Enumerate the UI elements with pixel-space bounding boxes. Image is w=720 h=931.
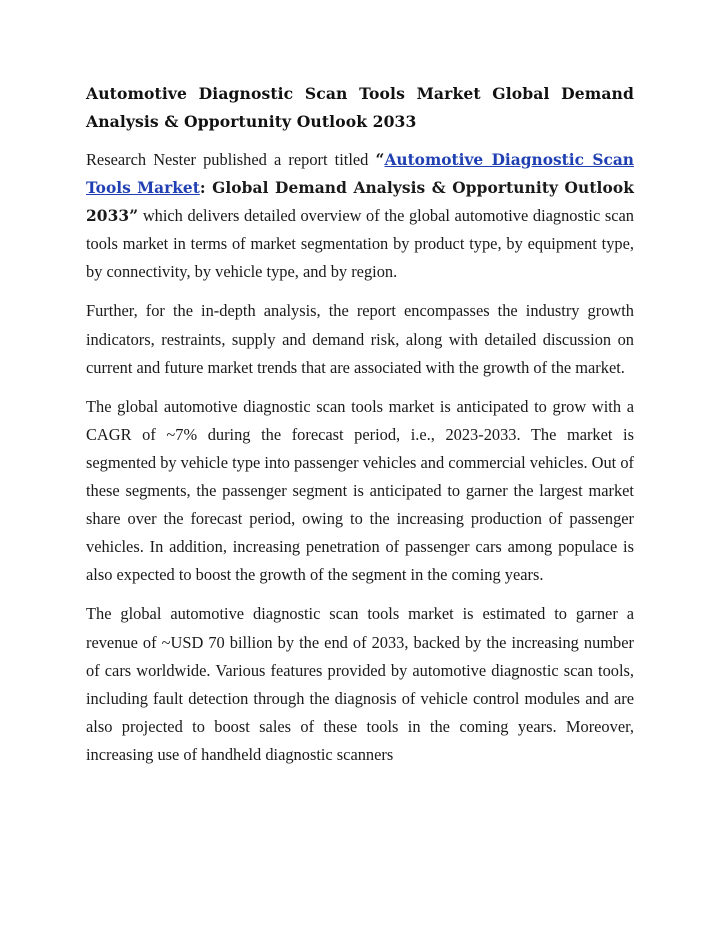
intro-text: Research Nester published a report titled <box>86 150 376 169</box>
report-title-rest: : Global Demand Analysis & Opportunity Outlook 2033” <box>86 179 635 226</box>
report-title-link[interactable]: Automotive Diagnostic Scan Tools Market <box>86 151 634 198</box>
open-quote: “ <box>375 151 385 169</box>
intro-rest-text: which delivers detailed overview of the global automotive diagnostic scan tools market in terms of market segmentation by product type, by equipment type, by connectivity, by vehicle type, and by region. <box>86 206 634 282</box>
paragraph-analysis: Further, for the in-depth analysis, the report encompasses the industry growth indicators, restraints, supply and demand risk, along with detailed discussion on current and future market trends that are associated with the growth of the market. <box>86 301 634 377</box>
document-page <box>86 80 634 780</box>
paragraph-growth: The global automotive diagnostic scan tools market is anticipated to grow with a CAGR of ~7% during the forecast period, i.e., 2023-2033. The market is segmented by vehicle type into passenger vehicles and commercial vehicles. Out of these segments, the passenger segment is anticipated to garner the largest market share over the forecast period, owing to the increasing production of passenger vehicles. In addition, increasing penetration of passenger cars among populace is also expected to boost the growth of the segment in the coming years. <box>86 396 634 585</box>
document-title: Automotive Diagnostic Scan Tools Market Global Demand Analysis & Opportunity Outlook 2033 <box>86 84 634 131</box>
paragraph-intro <box>86 146 634 286</box>
paragraph-revenue: The global automotive diagnostic scan tools market is estimated to garner a revenue of ~USD 70 billion by the end of 2033, backed by the increasing number of cars worldwide. Various features provided by automotive diagnostic scan tools, including fault detection through the diagnosis of vehicle control modules and are also projected to boost sales of these tools in the coming years. Moreover, increasing use of handheld diagnostic scanners <box>86 604 634 764</box>
